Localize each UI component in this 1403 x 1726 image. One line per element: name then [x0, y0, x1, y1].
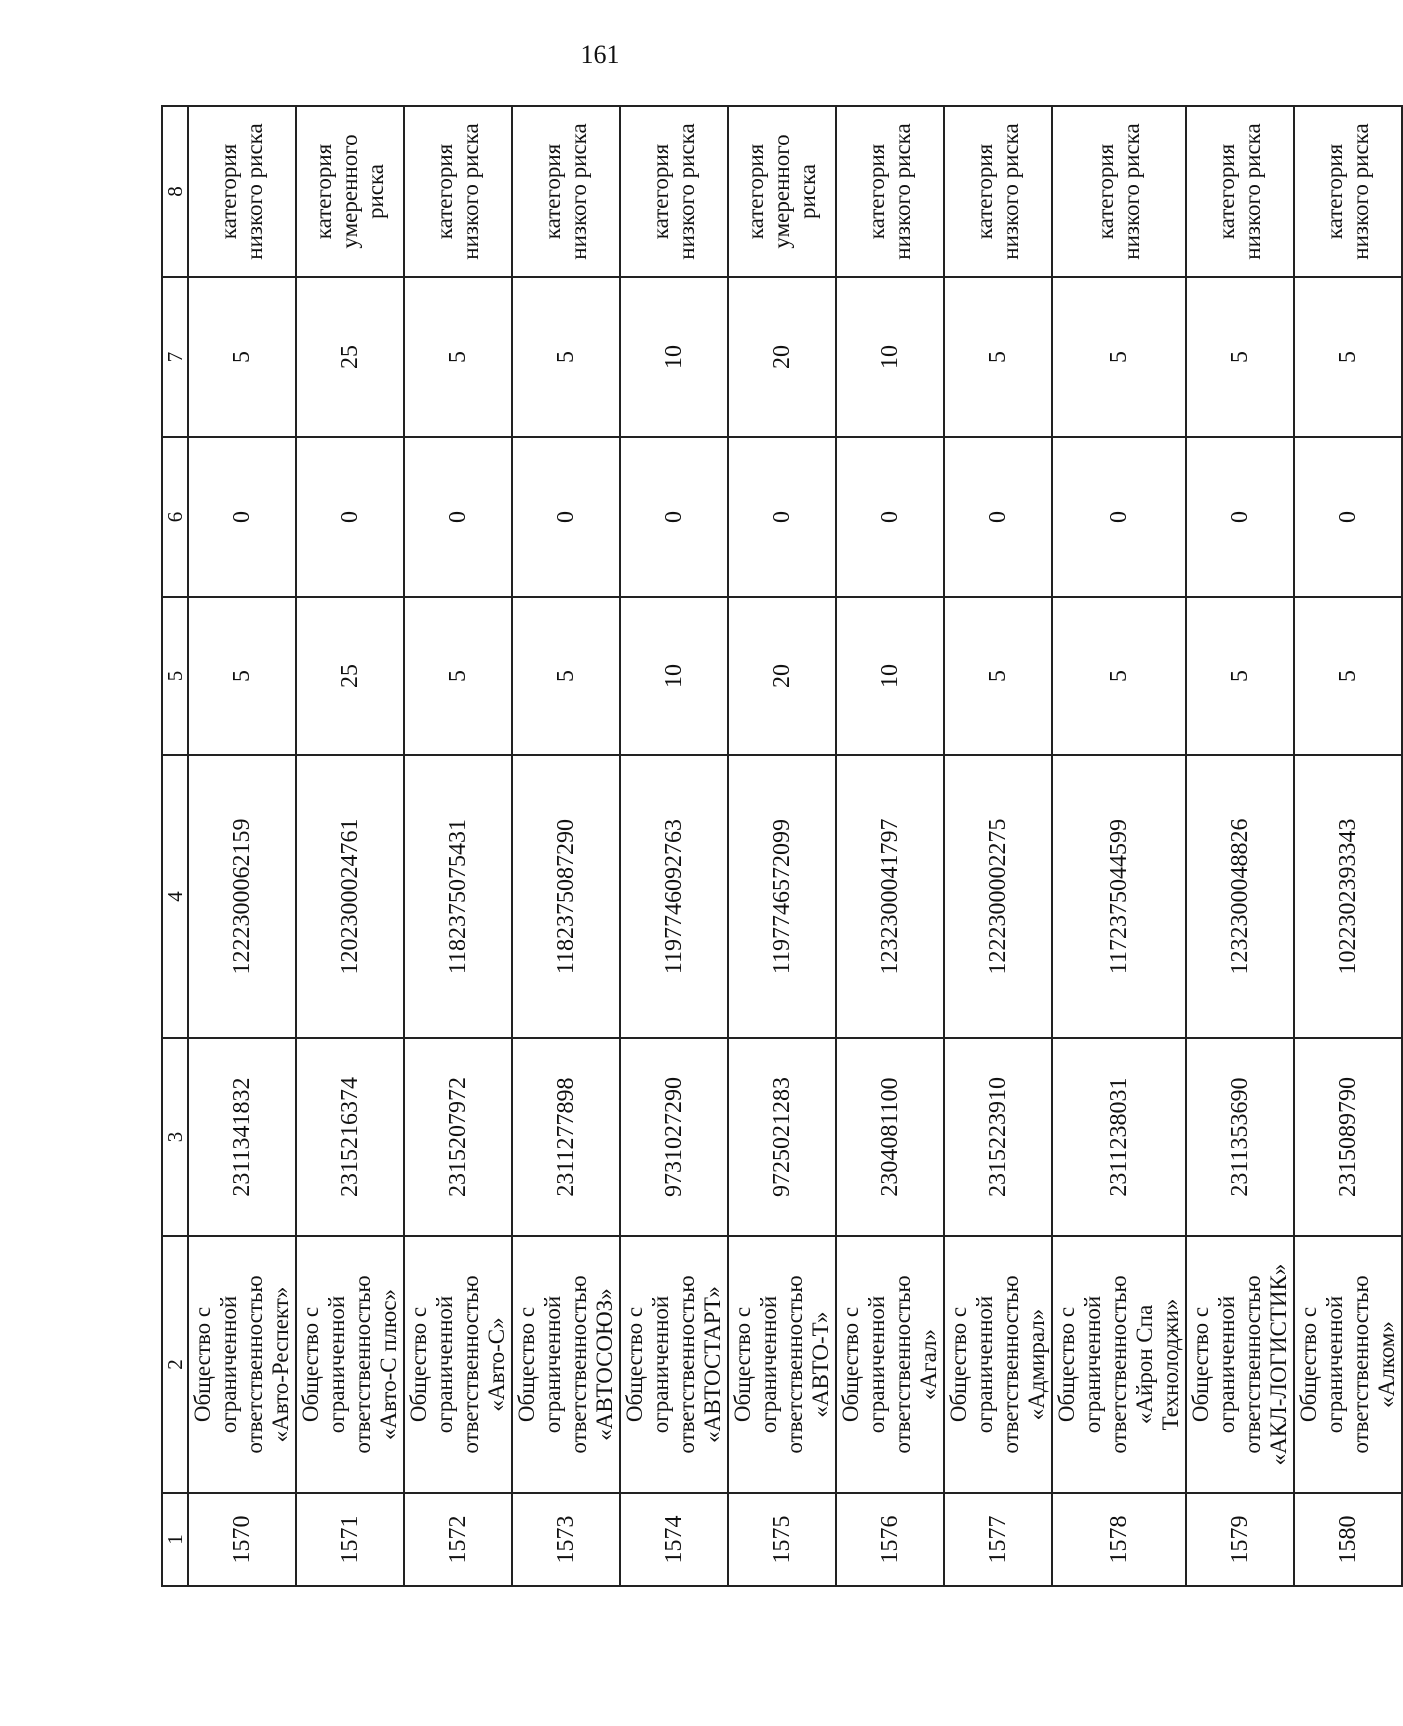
inn-cell: 2311341832	[188, 1038, 296, 1236]
header-cell-1: 1	[162, 1493, 188, 1586]
table-row	[1052, 106, 1186, 1586]
risk-category-cell: категория низкого риска	[1294, 106, 1402, 277]
organization-name-cell: Общество с ограниченной ответственностью «Алком»	[1294, 1236, 1402, 1493]
header-cell-2: 2	[162, 1236, 188, 1493]
column-6-value-cell: 0	[296, 437, 404, 597]
row-number-cell: 1571	[296, 1493, 404, 1586]
ogrn-cell: 1232300048826	[1186, 755, 1294, 1038]
organization-name-cell: Общество с ограниченной ответственностью «Авто-Респект»	[188, 1236, 296, 1493]
registry-table	[161, 105, 1403, 1587]
column-5-value-cell: 25	[296, 597, 404, 755]
column-6-value-cell: 0	[1186, 437, 1294, 597]
inn-cell: 2315216374	[296, 1038, 404, 1236]
column-6-value-cell: 0	[944, 437, 1052, 597]
header-cell-3: 3	[162, 1038, 188, 1236]
page-number: 161	[580, 40, 620, 69]
column-6-value-cell: 0	[836, 437, 944, 597]
risk-category-cell: категория низкого риска	[404, 106, 512, 277]
column-6-value-cell: 0	[620, 437, 728, 597]
column-5-value-cell: 5	[944, 597, 1052, 755]
risk-category-cell: категория низкого риска	[620, 106, 728, 277]
row-number-cell: 1577	[944, 1493, 1052, 1586]
inn-cell: 2315089790	[1294, 1038, 1402, 1236]
row-number-cell: 1572	[404, 1493, 512, 1586]
risk-category-cell: категория низкого риска	[944, 106, 1052, 277]
risk-category-cell: категория низкого риска	[512, 106, 620, 277]
table-row	[944, 106, 1052, 1586]
column-6-value-cell: 0	[1294, 437, 1402, 597]
ogrn-cell: 1222300062159	[188, 755, 296, 1038]
column-5-value-cell: 5	[1186, 597, 1294, 755]
organization-name-cell: Общество с ограниченной ответственностью «Агал»	[836, 1236, 944, 1493]
risk-category-cell: категория умеренного риска	[296, 106, 404, 277]
ogrn-cell: 1197746572099	[728, 755, 836, 1038]
risk-category-cell: категория низкого риска	[1186, 106, 1294, 277]
table-body	[162, 106, 1402, 1586]
table-row	[1294, 106, 1402, 1586]
column-5-value-cell: 5	[188, 597, 296, 755]
column-7-value-cell: 5	[512, 277, 620, 437]
ogrn-cell: 1197746092763	[620, 755, 728, 1038]
ogrn-cell: 1232300041797	[836, 755, 944, 1038]
organization-name-cell: Общество с ограниченной ответственностью «Авто-С»	[404, 1236, 512, 1493]
column-7-value-cell: 10	[836, 277, 944, 437]
column-6-value-cell: 0	[512, 437, 620, 597]
row-number-cell: 1574	[620, 1493, 728, 1586]
inn-cell: 2311238031	[1052, 1038, 1186, 1236]
column-5-value-cell: 10	[836, 597, 944, 755]
registry-table-rotated	[161, 107, 1399, 1587]
table-row	[1186, 106, 1294, 1586]
column-7-value-cell: 5	[188, 277, 296, 437]
header-cell-7: 7	[162, 277, 188, 437]
row-number-cell: 1580	[1294, 1493, 1402, 1586]
ogrn-cell: 1222300002275	[944, 755, 1052, 1038]
organization-name-cell: Общество с ограниченной ответственностью «АВТО-Т»	[728, 1236, 836, 1493]
column-7-value-cell: 5	[944, 277, 1052, 437]
table-row	[188, 106, 296, 1586]
row-number-cell: 1578	[1052, 1493, 1186, 1586]
column-7-value-cell: 25	[296, 277, 404, 437]
ogrn-cell: 1172375044599	[1052, 755, 1186, 1038]
row-number-cell: 1573	[512, 1493, 620, 1586]
ogrn-cell: 1202300024761	[296, 755, 404, 1038]
organization-name-cell: Общество с ограниченной ответственностью «АКЛ-ЛОГИСТИК»	[1186, 1236, 1294, 1493]
column-6-value-cell: 0	[188, 437, 296, 597]
column-6-value-cell: 0	[1052, 437, 1186, 597]
table-row	[512, 106, 620, 1586]
column-5-value-cell: 5	[404, 597, 512, 755]
table-row	[296, 106, 404, 1586]
inn-cell: 2315207972	[404, 1038, 512, 1236]
risk-category-cell: категория низкого риска	[1052, 106, 1186, 277]
column-5-value-cell: 5	[512, 597, 620, 755]
inn-cell: 2311277898	[512, 1038, 620, 1236]
inn-cell: 2304081100	[836, 1038, 944, 1236]
column-6-value-cell: 0	[728, 437, 836, 597]
column-7-value-cell: 5	[1186, 277, 1294, 437]
header-cell-5: 5	[162, 597, 188, 755]
organization-name-cell: Общество с ограниченной ответственностью «АВТОСТАРТ»	[620, 1236, 728, 1493]
risk-category-cell: категория умеренного риска	[728, 106, 836, 277]
inn-cell: 9725021283	[728, 1038, 836, 1236]
column-6-value-cell: 0	[404, 437, 512, 597]
column-5-value-cell: 5	[1294, 597, 1402, 755]
inn-cell: 9731027290	[620, 1038, 728, 1236]
table-row	[836, 106, 944, 1586]
column-5-value-cell: 5	[1052, 597, 1186, 755]
table-row	[404, 106, 512, 1586]
risk-category-cell: категория низкого риска	[188, 106, 296, 277]
column-7-value-cell: 5	[1052, 277, 1186, 437]
column-5-value-cell: 10	[620, 597, 728, 755]
risk-category-cell: категория низкого риска	[836, 106, 944, 277]
row-number-cell: 1579	[1186, 1493, 1294, 1586]
column-7-value-cell: 5	[1294, 277, 1402, 437]
header-cell-4: 4	[162, 755, 188, 1038]
organization-name-cell: Общество с ограниченной ответственностью «Айрон Спа Технолоджи»	[1052, 1236, 1186, 1493]
organization-name-cell: Общество с ограниченной ответственностью «Авто-С плюс»	[296, 1236, 404, 1493]
header-cell-8: 8	[162, 106, 188, 277]
column-7-value-cell: 20	[728, 277, 836, 437]
inn-cell: 2311353690	[1186, 1038, 1294, 1236]
table-row	[728, 106, 836, 1586]
column-5-value-cell: 20	[728, 597, 836, 755]
header-cell-6: 6	[162, 437, 188, 597]
ogrn-cell: 1182375075431	[404, 755, 512, 1038]
column-7-value-cell: 10	[620, 277, 728, 437]
row-number-cell: 1576	[836, 1493, 944, 1586]
inn-cell: 2315223910	[944, 1038, 1052, 1236]
organization-name-cell: Общество с ограниченной ответственностью «Адмирал»	[944, 1236, 1052, 1493]
row-number-cell: 1570	[188, 1493, 296, 1586]
column-7-value-cell: 5	[404, 277, 512, 437]
row-number-cell: 1575	[728, 1493, 836, 1586]
organization-name-cell: Общество с ограниченной ответственностью «АВТОСОЮЗ»	[512, 1236, 620, 1493]
ogrn-cell: 1182375087290	[512, 755, 620, 1038]
table-row	[620, 106, 728, 1586]
header-row	[162, 106, 188, 1586]
ogrn-cell: 1022302393343	[1294, 755, 1402, 1038]
